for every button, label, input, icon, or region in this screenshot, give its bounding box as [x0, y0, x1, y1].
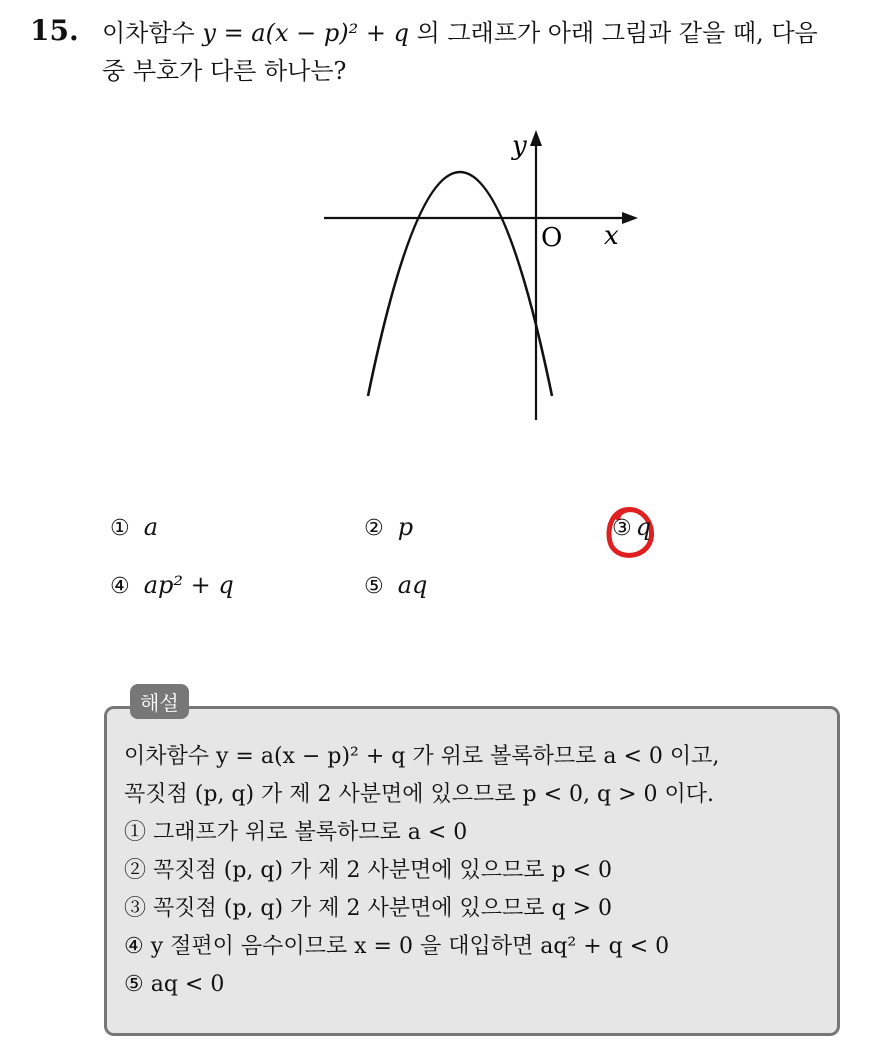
solution-line: 꼭짓점 (p, q) 가 제 2 사분면에 있으므로 p < 0, q > 0 이다.: [124, 782, 715, 807]
question-text-part2: 의 그래프가 아래 그림과 같을 때, 다음: [408, 19, 818, 47]
choice-1-expr: a: [143, 513, 159, 541]
parabola-graph: [300, 120, 660, 430]
question-text-line2: 중 부호가 다른 하나는?: [102, 57, 347, 85]
choice-5[interactable]: [364, 571, 427, 599]
y-axis-arrow: [530, 130, 542, 146]
choice-1-number: ①: [110, 516, 130, 541]
question-number: 15.: [30, 14, 79, 47]
question-text: [102, 14, 872, 90]
solution-text: [124, 738, 836, 1004]
solution-line: 이차함수 y = a(x − p)² + q 가 위로 볼록하므로 a < 0 이고,: [124, 744, 720, 769]
choice-4[interactable]: [110, 571, 234, 599]
solution-line: ② 꼭짓점 (p, q) 가 제 2 사분면에 있으므로 p < 0: [124, 858, 613, 883]
solution-line: ① 그래프가 위로 볼록하므로 a < 0: [124, 820, 468, 845]
question-text-part1: 이차함수: [102, 19, 203, 47]
choice-4-number: ④: [110, 574, 130, 599]
choice-3-number: ③: [612, 516, 632, 541]
solution-line: ④ y 절편이 음수이므로 x = 0 을 대입하면 aq² + q < 0: [124, 934, 670, 959]
choice-3-expr: q: [635, 513, 652, 541]
y-axis-label: y: [512, 131, 527, 161]
parabola-curve: [368, 172, 552, 396]
choice-4-expr: ap² + q: [143, 571, 234, 599]
x-axis-label: x: [604, 221, 619, 251]
x-axis-arrow: [622, 212, 638, 224]
solution-line: ③ 꼭짓점 (p, q) 가 제 2 사분면에 있으므로 q > 0: [124, 896, 613, 921]
choice-5-number: ⑤: [364, 574, 384, 599]
choice-2[interactable]: [364, 513, 413, 541]
solution-tag: 해설: [130, 684, 189, 719]
solution-line: ⑤ aq < 0: [124, 972, 225, 997]
choice-5-expr: aq: [397, 571, 428, 599]
choice-2-expr: p: [397, 513, 414, 541]
choice-1[interactable]: [110, 513, 158, 541]
choice-3[interactable]: [612, 513, 651, 541]
question-equation: y = a(x − p)² + q: [202, 19, 409, 47]
origin-label: O: [541, 223, 563, 253]
choice-2-number: ②: [364, 516, 384, 541]
